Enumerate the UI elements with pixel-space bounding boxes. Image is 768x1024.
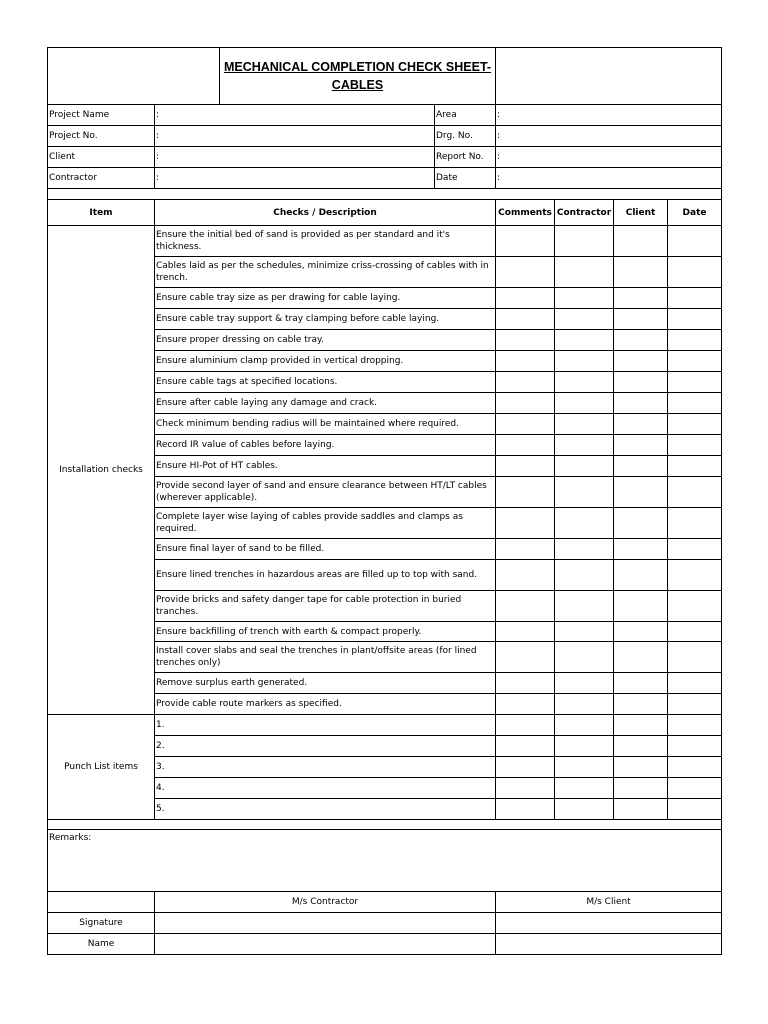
client-label: Client (48, 147, 155, 168)
client-cell[interactable] (614, 477, 668, 508)
client-signoff-header: M/s Client (496, 892, 722, 913)
spacer-row (48, 820, 722, 830)
contractor-cell[interactable] (555, 622, 614, 642)
comments-cell[interactable] (496, 757, 555, 778)
comments-cell[interactable] (496, 673, 555, 694)
contractor-cell[interactable] (555, 508, 614, 539)
logo-cell-left (48, 48, 220, 105)
comments-cell[interactable] (496, 715, 555, 736)
check-item: Ensure cable tags at specified locations. (155, 372, 496, 393)
punch-item: 2. (155, 736, 496, 757)
report-no-label: Report No. (435, 147, 496, 168)
col-header-checks: Checks / Description (155, 200, 496, 226)
client-cell[interactable] (614, 309, 668, 330)
client-cell[interactable] (614, 257, 668, 288)
drg-no-label: Drg. No. (435, 126, 496, 147)
date-cell[interactable] (668, 372, 722, 393)
comments-cell[interactable] (496, 736, 555, 757)
client-cell[interactable] (614, 736, 668, 757)
contractor-cell[interactable] (555, 288, 614, 309)
client-cell[interactable] (614, 414, 668, 435)
title-line-1: MECHANICAL COMPLETION CHECK SHEET- (223, 60, 492, 74)
date-cell[interactable] (668, 456, 722, 477)
client-cell[interactable] (614, 456, 668, 477)
comments-cell[interactable] (496, 642, 555, 673)
logo-cell-right (496, 48, 722, 105)
date-cell[interactable] (668, 508, 722, 539)
check-item: Cables laid as per the schedules, minimize criss-crossing of cables with in trench. (155, 257, 496, 288)
punch-item: 3. (155, 757, 496, 778)
client-cell[interactable] (614, 351, 668, 372)
check-item: Complete layer wise laying of cables provide saddles and clamps as required. (155, 508, 496, 539)
contractor-cell[interactable] (555, 799, 614, 820)
comments-cell[interactable] (496, 257, 555, 288)
contractor-cell[interactable] (555, 642, 614, 673)
project-name-label: Project Name (48, 105, 155, 126)
signature-label: Signature (48, 913, 155, 934)
contractor-label: Contractor (48, 168, 155, 189)
check-item: Ensure final layer of sand to be filled. (155, 539, 496, 560)
check-item: Provide bricks and safety danger tape for cable protection in buried tranches. (155, 591, 496, 622)
date-cell[interactable] (668, 477, 722, 508)
date-cell[interactable] (668, 309, 722, 330)
contractor-cell[interactable] (555, 694, 614, 715)
date-cell[interactable] (668, 622, 722, 642)
col-header-contractor: Contractor (555, 200, 614, 226)
date-cell[interactable] (668, 673, 722, 694)
check-item: Ensure cable tray size as per drawing for cable laying. (155, 288, 496, 309)
comments-cell[interactable] (496, 508, 555, 539)
client-cell[interactable] (614, 539, 668, 560)
comments-cell[interactable] (496, 330, 555, 351)
contractor-cell[interactable] (555, 673, 614, 694)
date-cell[interactable] (668, 435, 722, 456)
contractor-cell[interactable] (555, 477, 614, 508)
contractor-cell[interactable] (555, 560, 614, 591)
date-field[interactable]: : (496, 168, 722, 189)
area-field[interactable]: : (496, 105, 722, 126)
date-cell[interactable] (668, 393, 722, 414)
date-cell[interactable] (668, 414, 722, 435)
date-cell[interactable] (668, 642, 722, 673)
punch-item: 4. (155, 778, 496, 799)
contractor-signoff-header: M/s Contractor (155, 892, 496, 913)
client-cell[interactable] (614, 673, 668, 694)
check-item: Record IR value of cables before laying. (155, 435, 496, 456)
project-no-field[interactable]: : (155, 126, 435, 147)
client-cell[interactable] (614, 330, 668, 351)
contractor-cell[interactable] (555, 257, 614, 288)
comments-cell[interactable] (496, 539, 555, 560)
date-cell[interactable] (668, 351, 722, 372)
client-cell[interactable] (614, 778, 668, 799)
date-cell[interactable] (668, 539, 722, 560)
drg-no-field[interactable]: : (496, 126, 722, 147)
client-field[interactable]: : (155, 147, 435, 168)
date-cell[interactable] (668, 226, 722, 257)
date-cell[interactable] (668, 778, 722, 799)
comments-cell[interactable] (496, 694, 555, 715)
contractor-cell[interactable] (555, 330, 614, 351)
comments-cell[interactable] (496, 372, 555, 393)
comments-cell[interactable] (496, 456, 555, 477)
project-name-field[interactable]: : (155, 105, 435, 126)
date-cell[interactable] (668, 757, 722, 778)
contractor-field[interactable]: : (155, 168, 435, 189)
contractor-cell[interactable] (555, 778, 614, 799)
check-item: Ensure proper dressing on cable tray. (155, 330, 496, 351)
page-title (220, 48, 496, 105)
check-item: Ensure the initial bed of sand is provided as per standard and it's thickness. (155, 226, 496, 257)
client-name-field[interactable] (496, 934, 722, 955)
date-cell[interactable] (668, 560, 722, 591)
remarks-label: Remarks: (49, 833, 92, 843)
col-header-item: Item (48, 200, 155, 226)
client-cell[interactable] (614, 694, 668, 715)
punch-list-label: Punch List items (48, 715, 155, 820)
comments-cell[interactable] (496, 393, 555, 414)
contractor-signature-field[interactable] (155, 913, 496, 934)
contractor-cell[interactable] (555, 393, 614, 414)
col-header-comments: Comments (496, 200, 555, 226)
date-cell[interactable] (668, 694, 722, 715)
client-cell[interactable] (614, 757, 668, 778)
contractor-cell[interactable] (555, 757, 614, 778)
client-cell[interactable] (614, 288, 668, 309)
contractor-cell[interactable] (555, 414, 614, 435)
comments-cell[interactable] (496, 351, 555, 372)
comments-cell[interactable] (496, 778, 555, 799)
date-label: Date (435, 168, 496, 189)
date-cell[interactable] (668, 330, 722, 351)
check-item: Ensure aluminium clamp provided in vertical dropping. (155, 351, 496, 372)
contractor-cell[interactable] (555, 435, 614, 456)
date-cell[interactable] (668, 591, 722, 622)
signoff-blank (48, 892, 155, 913)
contractor-cell[interactable] (555, 736, 614, 757)
check-item: Ensure after cable laying any damage and crack. (155, 393, 496, 414)
punch-item: 1. (155, 715, 496, 736)
spacer-row (48, 189, 722, 200)
check-item: Provide second layer of sand and ensure clearance between HT/LT cables (wherever applicable). (155, 477, 496, 508)
client-cell[interactable] (614, 372, 668, 393)
date-cell[interactable] (668, 257, 722, 288)
check-item: Install cover slabs and seal the trenches in plant/offsite areas (for lined trenches only) (155, 642, 496, 673)
comments-cell[interactable] (496, 435, 555, 456)
col-header-date: Date (668, 200, 722, 226)
comments-cell[interactable] (496, 622, 555, 642)
contractor-cell[interactable] (555, 715, 614, 736)
client-cell[interactable] (614, 715, 668, 736)
col-header-client: Client (614, 200, 668, 226)
remarks-box[interactable] (48, 830, 722, 892)
check-sheet-table (47, 47, 722, 955)
client-cell[interactable] (614, 642, 668, 673)
contractor-cell[interactable] (555, 591, 614, 622)
contractor-cell[interactable] (555, 539, 614, 560)
installation-checks-label: Installation checks (48, 226, 155, 715)
check-item: Provide cable route markers as specified. (155, 694, 496, 715)
comments-cell[interactable] (496, 591, 555, 622)
client-cell[interactable] (614, 435, 668, 456)
check-item: Check minimum bending radius will be maintained where required. (155, 414, 496, 435)
title-line-2: CABLES (331, 78, 384, 92)
contractor-cell[interactable] (555, 351, 614, 372)
comments-cell[interactable] (496, 414, 555, 435)
contractor-cell[interactable] (555, 226, 614, 257)
client-cell[interactable] (614, 622, 668, 642)
client-cell[interactable] (614, 508, 668, 539)
comments-cell[interactable] (496, 226, 555, 257)
date-cell[interactable] (668, 736, 722, 757)
area-label: Area (435, 105, 496, 126)
comments-cell[interactable] (496, 560, 555, 591)
client-signature-field[interactable] (496, 913, 722, 934)
report-no-field[interactable]: : (496, 147, 722, 168)
contractor-cell[interactable] (555, 309, 614, 330)
comments-cell[interactable] (496, 309, 555, 330)
check-item: Remove surplus earth generated. (155, 673, 496, 694)
check-item: Ensure lined trenches in hazardous areas are filled up to top with sand. (155, 560, 496, 591)
contractor-name-field[interactable] (155, 934, 496, 955)
client-cell[interactable] (614, 226, 668, 257)
client-cell[interactable] (614, 591, 668, 622)
check-item: Ensure backfilling of trench with earth & compact properly. (155, 622, 496, 642)
comments-cell[interactable] (496, 477, 555, 508)
check-item: Ensure cable tray support & tray clamping before cable laying. (155, 309, 496, 330)
client-cell[interactable] (614, 393, 668, 414)
contractor-cell[interactable] (555, 372, 614, 393)
check-item: Ensure HI-Pot of HT cables. (155, 456, 496, 477)
punch-item: 5. (155, 799, 496, 820)
client-cell[interactable] (614, 560, 668, 591)
project-no-label: Project No. (48, 126, 155, 147)
date-cell[interactable] (668, 715, 722, 736)
name-label: Name (48, 934, 155, 955)
date-cell[interactable] (668, 288, 722, 309)
date-cell[interactable] (668, 799, 722, 820)
comments-cell[interactable] (496, 288, 555, 309)
comments-cell[interactable] (496, 799, 555, 820)
contractor-cell[interactable] (555, 456, 614, 477)
client-cell[interactable] (614, 799, 668, 820)
